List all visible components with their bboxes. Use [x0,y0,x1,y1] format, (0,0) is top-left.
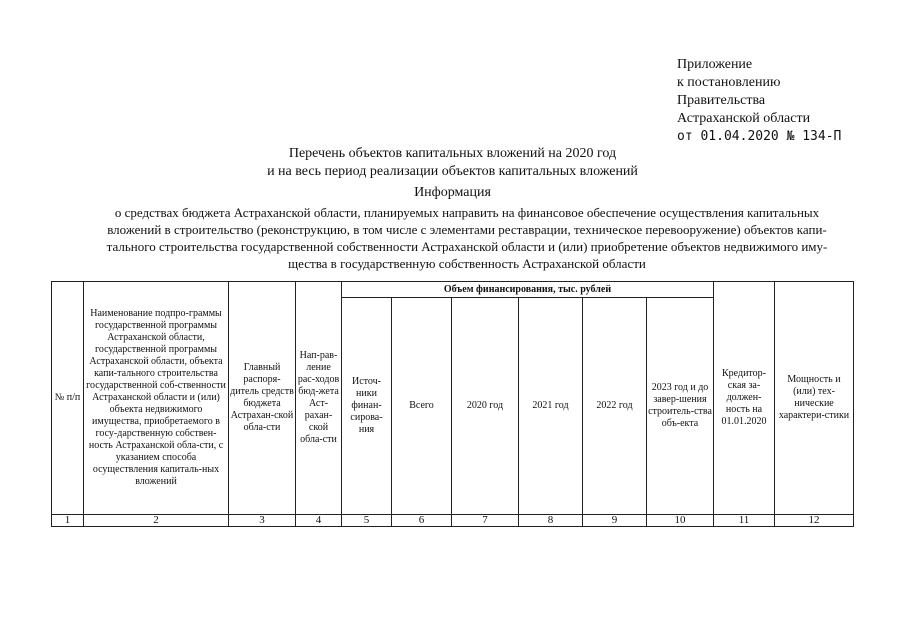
column-number: 3 [229,515,296,527]
col-header-2020: 2020 год [452,298,519,515]
column-number: 4 [296,515,342,527]
title-line: Перечень объектов капитальных вложений на 2020 год [288,146,617,161]
appendix-block [677,56,841,146]
col-header-direction: Нап-рав-ление рас-ходов бюд-жета Аст-рахан-ской обла-сти [296,282,342,515]
column-number: 11 [714,515,775,527]
column-number: 5 [342,515,392,527]
info-description [84,204,850,272]
col-header-2021: 2021 год [519,298,583,515]
desc-line: о средствах бюджета Астраханской области, планируемых направить на финансовое обеспечение осуществления капитальных [114,205,820,220]
col-header-payables: Кредитор-ская за-должен-ность на 01.01.2020 [714,282,775,515]
appendix-line: к постановлению [677,75,781,90]
appendix-line: Приложение [677,57,753,72]
appendix-line: Правительства [677,93,766,108]
col-header-manager: Главный распоря-дитель средств бюджета Астрахан-ской обла-сти [229,282,296,515]
title-line: и на весь период реализации объектов капитальных вложений [267,164,638,179]
col-header-total: Всего [392,298,452,515]
col-header-number: № п/п [52,282,84,515]
desc-line: щества в государственную собственность Астраханской области [288,256,646,271]
info-heading: Информация [414,185,491,200]
col-header-sources: Источ-ники финан-сирова-ния [342,298,392,515]
col-header-2023: 2023 год и до завер-шения строитель-ства объ-екта [647,298,714,515]
column-number: 1 [52,515,84,527]
appendix-line: Астраханской области [677,111,811,126]
column-number: 9 [583,515,647,527]
column-number: 6 [392,515,452,527]
column-number-row [52,515,854,527]
document-title [0,145,905,181]
desc-line: тального строительства государственной собственности Астраханской области и (или) приобретение объектов недвижимого иму- [106,239,828,254]
col-header-capacity: Мощность и (или) тех-нические характери-стики [775,282,854,515]
column-number: 7 [452,515,519,527]
capital-investments-table [51,281,854,527]
column-number: 12 [775,515,854,527]
col-header-2022: 2022 год [583,298,647,515]
col-header-funding: Объем финансирования, тыс. рублей [342,282,714,298]
column-number: 10 [647,515,714,527]
column-number: 8 [519,515,583,527]
appendix-date: от 01.04.2020 № 134-П [677,129,842,144]
col-header-name: Наименование подпро-граммы государственной программы Астраханской области, государственной программы Астраханской области, объекта капи-тального строительства государственной соб-ственности Астраханской области и (или) объекта недвижимого имущества, приобретаемого в госу-дарственную собствен-ность Астраханской обла-сти, с указанием способа осуществления капиталь-ных вложений [84,282,229,515]
column-number: 2 [84,515,229,527]
desc-line: вложений в строительство (реконструкцию, в том числе с элементами реставрации, техническое перевооружение) объектов капи- [107,222,827,237]
